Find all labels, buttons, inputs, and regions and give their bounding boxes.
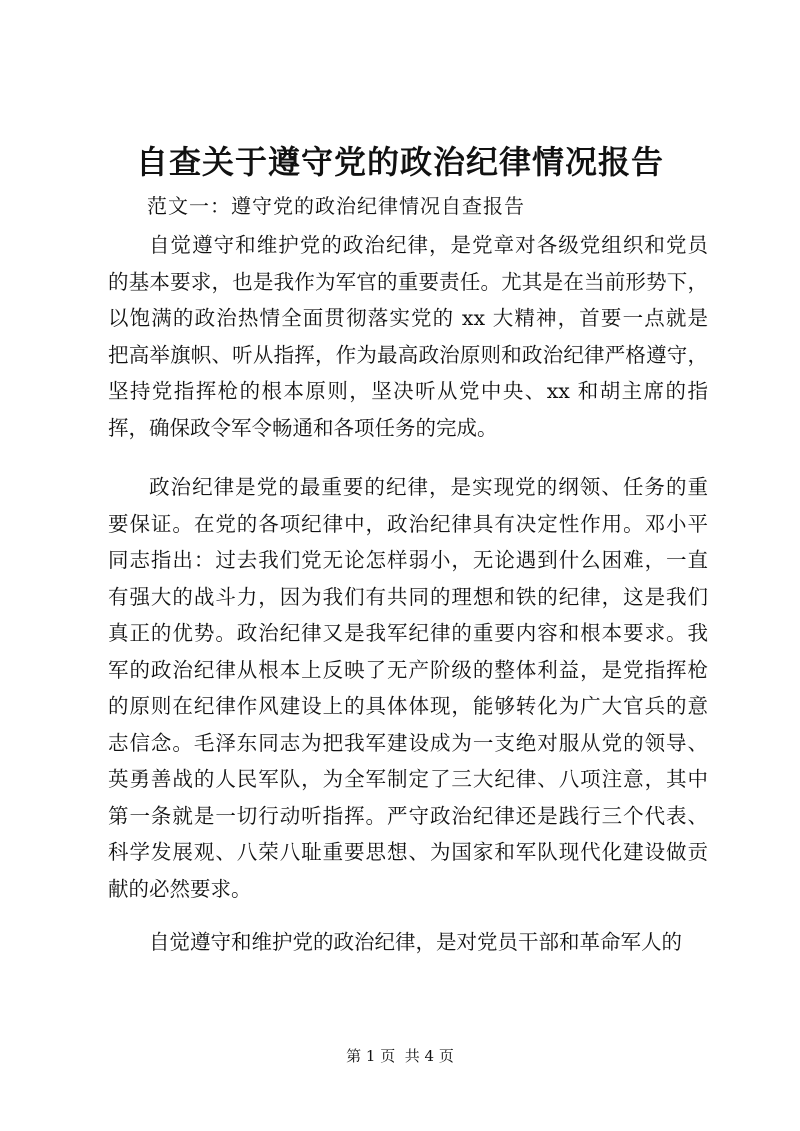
paragraph-line: 真正的优势。政治纪律又是我军纪律的重要内容和根本要求。我 — [108, 621, 708, 645]
paragraph-line: 英勇善战的人民军队，为全军制定了三大纪律、八项注意，其中 — [108, 767, 708, 791]
paragraph-line: 自觉遵守和维护党的政治纪律，是党章对各级党组织和党员 — [149, 233, 708, 257]
paragraph-line: 以饱满的政治热情全面贯彻落实党的 xx 大精神，首要一点就是 — [108, 306, 708, 330]
paragraph-line: 志信念。毛泽东同志为把我军建设成为一支绝对服从党的领导、 — [108, 730, 708, 755]
paragraph-line: 有强大的战斗力，因为我们有共同的理想和铁的纪律，这是我们 — [108, 584, 708, 609]
document-subtitle: 范文一：遵守党的政治纪律情况自查报告 — [147, 194, 525, 218]
paragraph-line: 要保证。在党的各项纪律中，政治纪律具有决定性作用。邓小平 — [108, 511, 708, 536]
paragraph-line: 第一条就是一切行动听指挥。严守政治纪律还是践行三个代表、 — [108, 803, 708, 828]
paragraph-line: 把高举旗帜、听从指挥，作为最高政治原则和政治纪律严格遵守， — [108, 342, 708, 367]
paragraph-2 — [108, 469, 708, 907]
paragraph-line: 自觉遵守和维护党的政治纪律，是对党员干部和革命军人的 — [149, 930, 682, 954]
paragraph-line: 政治纪律是党的最重要的纪律，是实现党的纲领、任务的重 — [149, 475, 708, 499]
paragraph-line: 的基本要求，也是我作为军官的重要责任。尤其是在当前形势下， — [108, 269, 708, 294]
paragraph-line: 挥，确保政令军令畅通和各项任务的完成。 — [108, 415, 498, 440]
paragraph-line: 军的政治纪律从根本上反映了无产阶级的整体利益，是党指挥枪 — [108, 657, 708, 682]
document-title: 自查关于遵守党的政治纪律情况报告 — [135, 143, 664, 181]
paragraph-line: 科学发展观、八荣八耻重要思想、为国家和军队现代化建设做贡 — [108, 840, 708, 864]
paragraph-line: 坚持党指挥枪的根本原则，坚决听从党中央、xx 和胡主席的指 — [108, 379, 708, 403]
paragraph-3 — [108, 924, 708, 961]
paragraph-line: 献的必然要求。 — [108, 876, 252, 901]
paragraph-line: 的原则在纪律作风建设上的具体体现，能够转化为广大官兵的意 — [108, 694, 708, 718]
paragraph-1 — [108, 227, 708, 446]
page-footer: 第 1 页 共 4 页 — [346, 1047, 454, 1065]
paragraph-line: 同志指出：过去我们党无论怎样弱小，无论遇到什么困难，一直 — [108, 548, 708, 572]
